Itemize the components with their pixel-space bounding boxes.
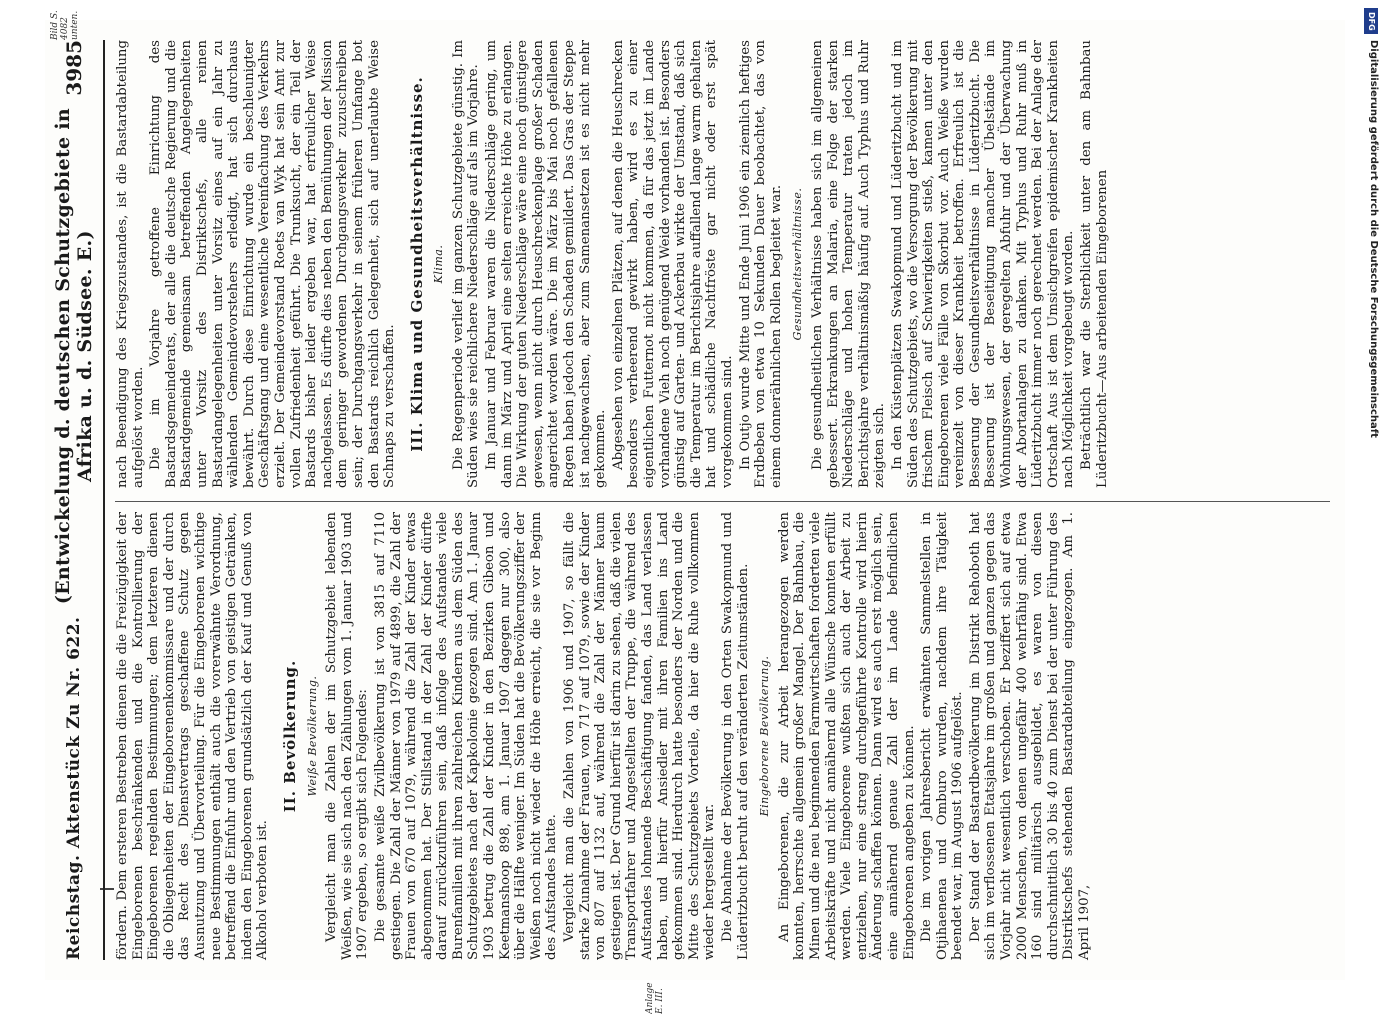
paragraph: In Outjo wurde Mitte und Ende Juni 1906 ein ziemlich heftiges Erdbeben von etwa 10 Sekunden Dauer beobachtet, das von einem donnerähnlichen Rollen begleitet war. xyxy=(737,40,784,488)
paragraph: nach Beendigung des Kriegszustandes, ist die Bastardabteilung aufgelöst worden. xyxy=(115,40,146,488)
column-right xyxy=(115,40,1112,488)
paragraph: In den Küstenplätzen Swakopmund und Lüderitzbucht und im Süden des Schutzgebiets, wo die Versorgung der Bevölkerung mit frischem Fleisch auf Schwierigkeiten stieß, kamen unter den Eingeborenen viele Fälle von Skorbut vor. Auch Weiße wurden vereinzelt von dieser Krankheit betroffen. Erfreulich ist die Besserung der Gesundheitsverhältnisse in Lüderitzbucht. Die Besserung ist der Beseitigung mancher Übelstände im Wohnungswesen, der geregelten Abfuhr und der Überwachung der Abortanlagen zu danken. Mit Typhus und Ruhr muß in Lüderitzbucht immer noch gerechnet werden. Bei der Anlage der Ortschaft Aus ist dem Umsichgreifen epidemischer Krankheiten nach Möglichkeit vorgebeugt worden. xyxy=(889,40,1077,488)
subheading-gesundheit: Gesundheitsverhältnisse. xyxy=(791,187,805,341)
paragraph: Abgesehen von einzelnen Plätzen, auf denen die Heuschrecken besonders verheerend gewirkt haben, wird es zu einer eigentlichen Futternot nicht kommen, da für das jetzt im Lande vorhandene Vieh noch genügend Weide vorhanden ist. Besonders günstig auf Garten- und Ackerbau wirkte der Umstand, daß sich die Temperatur im Berichtsjahre auffallend lange warm gehalten hat und schädliche Nachtfröste gar nicht oder erst spät vorgekommen sind. xyxy=(610,40,735,488)
paragraph: Die gesundheitlichen Verhältnisse haben sich im allgemeinen gebessert. Erkrankungen an Malaria, eine Folge der starken Niederschläge und hohen Temperatur traten jedoch im Berichtsjahre verhältnismäßig häufig auf. Auch Typhus und Ruhr zeigten sich. xyxy=(809,40,888,488)
paragraph: Der Stand der Bastardbevölkerung im Distrikt Rehoboth hat sich im verflossenen Etatsjahre im großen und ganzen gegen das Vorjahr nicht wesentlich verschoben. Er beziffert sich auf etwa 2000 Menschen, von denen ungefähr 400 wehrfähig sind. Etwa 160 sind militärisch ausgebildet, es waren von diesen durchschnittlich 30 bis 40 zum Dienst bei der unter Führung des Distriktschefs stehenden Bastardabteilung eingezogen. Am 1. April 1907, xyxy=(967,512,1093,960)
paragraph: Vergleicht man die Zahlen von 1906 und 1907, so fällt die starke Zunahme der Frauen, von 717 auf 1079, sowie der Kinder von 807 auf 1132 auf, während die Zahl der Männer kaum gestiegen ist. Der Grund hierfür ist darin zu sehen, daß die vielen Transportfahrer und Angestellten der Truppe, die während des Aufstandes lohnende Beschäftigung fanden, das Land verlassen haben, und hierfür Ansiedler mit ihren Familien ins Land gekommen sind. Hierdurch hatte besonders der Norden und die Mitte des Schutzgebiets Vorteile, da hier die Ruhe vollkommen wieder hergestellt war. xyxy=(562,512,718,960)
paragraph: Im Januar und Februar waren die Niederschläge gering, um dann im März und April eine selten erreichte Höhe zu erlangen. Die Wirkung der guten Niederschläge wäre eine noch günstigere gewesen, wenn nicht durch Heuschreckenplage großer Schaden angerichtet worden wäre. Die im März bis Mai noch gefallenen Regen haben jedoch den Schaden gemildert. Das Gras der Steppe ist nachgewachsen, aber zum Samenansetzen ist es nicht mehr gekommen. xyxy=(484,40,609,488)
paragraph: Die gesamte weiße Zivilbevölkerung ist von 3815 auf 7110 gestiegen. Die Zahl der Männer von 1979 auf 4899, die Zahl der Frauen von 670 auf 1079, während die Zahl der Kinder etwas abgenommen hat. Der Stillstand in der Zahl der Kinder dürfte darauf zurückzuführen sein, daß infolge des Aufstandes viele Burenfamilien mit ihren zahlreichen Kindern aus dem Süden des Schutzgebietes nach der Kapkolonie gezogen sind. Am 1. Januar 1903 betrug die Zahl der Kinder in den Bezirken Gibeon und Keetmanshoop 898, am 1. Januar 1907 dagegen nur 300, also über die Hälfte weniger. Im Süden hat die Bevölkerungsziffer der Weißen noch nicht wieder die Höhe erreicht, die sie vor Beginn des Aufstandes hatte. xyxy=(372,512,560,960)
paragraph: Die Regenperiode verlief im ganzen Schutzgebiete günstig. Im Süden wies sie reichlichere Niederschläge auf als im Vorjahre. xyxy=(450,40,482,488)
paragraph: An Eingeborenen, die zur Arbeit herangezogen werden konnten, herrschte allgemein großer Mangel. Der Bahnbau, die Minen und die neu beginnenden Farmwirtschaften forderten viele Arbeitskräfte und nicht annähernd alle Wünsche konnten erfüllt werden. Viele Eingeborene wußten sich auch der Arbeit zu entziehen, nur eine streng durchgeführte Kontrolle wird hierin Änderung schaffen können. Dann wird es auch erst möglich sein, eine annähernd genaue Zahl der im Lande befindlichen Eingeborenen angeben zu können. xyxy=(776,512,917,960)
column-left xyxy=(115,512,1095,960)
header-left: Reichstag. Aktenstück Zu Nr. 622. xyxy=(64,616,84,960)
paragraph: Die im vorigen Jahresbericht erwähnten Sammelstellen in Otjihaenena und Omburo wurden, nachdem ihre Tätigkeit beendet war, im August 1906 aufgelöst. xyxy=(919,512,966,960)
margin-note-right: Bild S. 4082 unten. xyxy=(50,10,80,40)
subheading-klima: Klima. xyxy=(432,244,446,284)
header-title: (Entwickelung d. deutschen Schutzgebiete in Afrika u. d. Südsee. E.) xyxy=(52,108,96,605)
digitization-credit: Digitalisierung gefördert durch die Deutsche Forschungsgemeinschaft xyxy=(1368,40,1379,438)
paragraph: Die im Vorjahre getroffene Einrichtung des Bastardsgemeinderats, der alle die deutsche Regierung und die Bastardgemeinde gemeinsam betreffenden Angelegenheiten unter Vorsitz des Distriktschefs, alle reinen Bastardangelegenheiten unter Vorsitz eines auf ein Jahr zu wählenden Gemeindevorstehers erledigt, hat sich durchaus bewährt. Durch diese Einrichtung wurde ein beschleunigter Geschäftsgang und eine wesentliche Vereinfachung des Verkehrs erzielt. Der Gemeindevorstand Roets van Wyk hat sein Amt zur vollen Zufriedenheit geführt. Die Trunksucht, der ein Teil der Bastards bisher leider ergeben war, hat erfreulicher Weise nachgelassen. Es dürfte dies neben den Bemühungen der Mission dem geringer gewordenen Durchgangsverkehr zuzuschreiben sein; der Durchgangsverkehr in seinem früheren Umfange bot den Bastards reichlich Gelegenheit, sich auf unerlaubte Weise Schnaps zu verschaffen. xyxy=(148,40,398,488)
section-heading-klima: III. Klima und Gesundheitsverhältnisse. xyxy=(407,76,426,452)
section-heading-bevoelkerung: II. Bevölkerung. xyxy=(280,659,299,813)
paragraph: Vergleicht man die Zahlen der im Schutzgebiet lebenden Weißen, wie sie sich nach den Zählungen vom 1. Januar 1903 und 1907 ergeben, so ergibt sich Folgendes: xyxy=(324,512,371,960)
page-header xyxy=(45,40,105,960)
subheading-weisse: Weiße Bevölkerung. xyxy=(305,675,319,797)
page-number: 3985 xyxy=(62,40,86,96)
margin-note-left: Anlage E. III. xyxy=(645,982,665,1014)
paragraph: Beträchtlich war die Sterblichkeit unter den am Bahnbau Lüderitzbucht—Aus arbeitenden Eingeborenen xyxy=(1079,40,1110,488)
column-divider xyxy=(115,501,1330,502)
paragraph: fördern. Dem ersteren Bestreben dienen die die Freizügigkeit der Eingeborenen beschränkenden und die Kontrollierung der Eingeborenen regelnden Bestimmungen; dem letzteren dienen die Obliegenheiten der Eingeborenenkommissare und der durch das Recht des Dienstvertrags geschaffene Schutz gegen Ausnutzung und Übervorteilung. Für die Eingeborenen wichtige neue Bestimmungen enthält auch die vorerwähnte Verordnung, betreffend die Einfuhr und den Vertrieb von geistigen Getränken, indem den Eingeborenen grundsätzlich der Kauf und Genuß von Alkohol verboten ist. xyxy=(115,512,271,960)
dfg-logo: DFG xyxy=(1364,8,1378,34)
paragraph: Die Abnahme der Bevölkerung in den Orten Swakopmund und Lüderitzbucht beruht auf den veränderten Zeitumständen. xyxy=(719,512,751,960)
subheading-eingeborene: Eingeborene Bevölkerung. xyxy=(758,655,772,817)
document-page xyxy=(45,10,1345,1014)
